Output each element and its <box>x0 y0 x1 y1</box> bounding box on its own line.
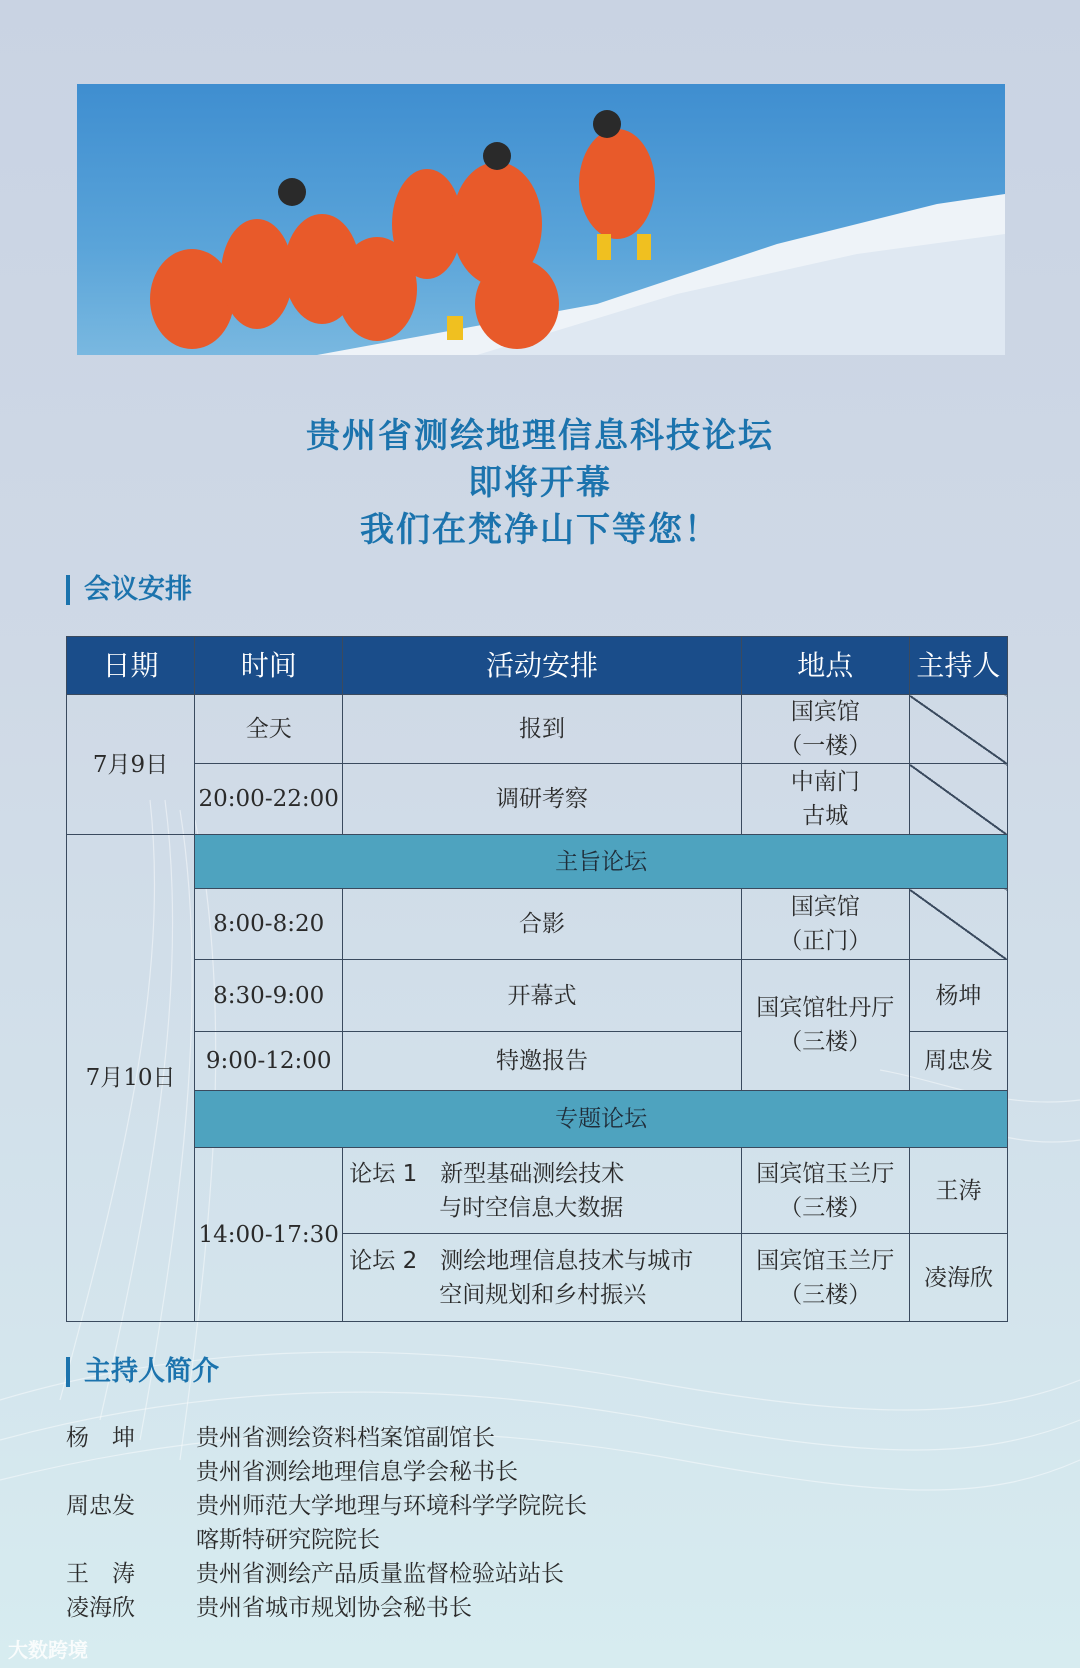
venue-cell <box>741 764 909 835</box>
header-host: 主持人 <box>909 637 1007 695</box>
table-header-row <box>67 637 1008 695</box>
headline-line-2: 即将开幕 <box>468 463 612 503</box>
table-row <box>67 960 1008 1032</box>
forum-line <box>349 1244 740 1278</box>
host-cell: 周忠发 <box>909 1032 1007 1091</box>
date-cell-day1: 7月9日 <box>67 695 195 835</box>
venue-line: （三楼） <box>779 1194 872 1221</box>
host-name: 凌海欣 <box>66 1595 135 1621</box>
forum-title-cont: 空间规划和乡村振兴 <box>439 1281 647 1308</box>
host-entry <box>66 1591 587 1625</box>
time-cell: 14:00-17:30 <box>195 1148 343 1322</box>
host-bio-list <box>66 1421 587 1625</box>
host-cell: 王涛 <box>909 1148 1007 1234</box>
host-cell-empty <box>909 889 1007 960</box>
venue-line: （正门） <box>779 928 872 954</box>
host-titles <box>196 1557 564 1591</box>
forum-title: 测绘地理信息技术与城市 <box>440 1247 694 1274</box>
table-row <box>67 764 1008 835</box>
header-venue: 地点 <box>741 637 909 695</box>
venue-line: （三楼） <box>779 1281 872 1308</box>
host-title: 喀斯特研究院院长 <box>196 1527 380 1553</box>
host-cell-empty <box>909 695 1007 764</box>
header-activity: 活动安排 <box>343 637 741 695</box>
headline-line-3: 我们在梵净山下等您！ <box>360 510 720 550</box>
venue-line: 国宾馆玉兰厅 <box>756 1160 895 1187</box>
time-cell: 9:00-12:00 <box>195 1032 343 1091</box>
venue-cell <box>741 960 909 1091</box>
venue-line: （一楼） <box>779 733 872 759</box>
host-name: 王 涛 <box>66 1561 135 1587</box>
forum-title-cont: 与时空信息大数据 <box>439 1194 624 1221</box>
forum-label: 论坛 2 <box>349 1247 418 1274</box>
band-topic-forum: 专题论坛 <box>195 1091 1008 1148</box>
table-row <box>67 1091 1008 1148</box>
host-cell: 杨坤 <box>909 960 1007 1032</box>
host-entry <box>66 1557 587 1591</box>
table-row <box>67 835 1008 889</box>
host-entry <box>66 1421 587 1489</box>
venue-cell <box>741 889 909 960</box>
venue-line: 国宾馆 <box>790 699 860 725</box>
time-cell: 8:30-9:00 <box>195 960 343 1032</box>
activity-cell: 报到 <box>343 695 741 764</box>
host-cell: 凌海欣 <box>909 1234 1007 1322</box>
headline-line-1: 贵州省测绘地理信息科技论坛 <box>306 416 774 456</box>
time-cell: 8:00-8:20 <box>195 889 343 960</box>
activity-cell: 特邀报告 <box>343 1032 741 1091</box>
header-time: 时间 <box>195 637 343 695</box>
host-title: 贵州省测绘地理信息学会秘书长 <box>196 1459 518 1485</box>
host-name: 周忠发 <box>66 1493 135 1519</box>
host-title: 贵州省测绘产品质量监督检验站站长 <box>196 1561 564 1587</box>
host-name: 杨 坤 <box>66 1425 135 1451</box>
forum-cell <box>343 1148 741 1234</box>
activity-cell: 合影 <box>343 889 741 960</box>
host-title: 贵州省测绘资料档案馆副馆长 <box>196 1425 495 1451</box>
forum-cell <box>343 1234 741 1322</box>
date-cell-day2: 7月10日 <box>67 835 195 1322</box>
table-row <box>67 1148 1008 1234</box>
venue-line: 中南门 <box>790 769 860 795</box>
host-titles <box>196 1591 472 1625</box>
host-title: 贵州省城市规划协会秘书长 <box>196 1595 472 1621</box>
host-title: 贵州师范大学地理与环境科学学院院长 <box>196 1493 587 1519</box>
time-cell: 20:00-22:00 <box>195 764 343 835</box>
venue-cell <box>741 1148 909 1234</box>
activity-cell: 开幕式 <box>343 960 741 1032</box>
time-cell: 全天 <box>195 695 343 764</box>
schedule-table <box>66 636 1008 1322</box>
table-row <box>67 695 1008 764</box>
venue-line: 国宾馆 <box>790 894 860 920</box>
host-titles <box>196 1489 587 1557</box>
climbers-on-summit-illustration <box>77 84 1005 355</box>
header-date: 日期 <box>67 637 195 695</box>
watermark-logo: 大数跨境 <box>8 1638 88 1662</box>
venue-cell <box>741 1234 909 1322</box>
host-titles <box>196 1421 518 1489</box>
venue-line: 国宾馆牡丹厅 <box>756 995 895 1021</box>
band-keynote-forum: 主旨论坛 <box>195 835 1008 889</box>
venue-line: 国宾馆玉兰厅 <box>756 1247 895 1274</box>
venue-line: （三楼） <box>779 1029 872 1055</box>
section-title-hosts: 主持人简介 <box>66 1357 219 1387</box>
venue-cell <box>741 695 909 764</box>
host-cell-empty <box>909 764 1007 835</box>
section-title-schedule: 会议安排 <box>66 575 192 605</box>
forum-title: 新型基础测绘技术 <box>440 1160 625 1187</box>
hero-image-climbers <box>77 84 1005 355</box>
forum-label: 论坛 1 <box>349 1160 418 1187</box>
table-row <box>67 889 1008 960</box>
activity-cell: 调研考察 <box>343 764 741 835</box>
host-entry <box>66 1489 587 1557</box>
venue-line: 古城 <box>802 803 849 829</box>
forum-line <box>349 1157 740 1191</box>
